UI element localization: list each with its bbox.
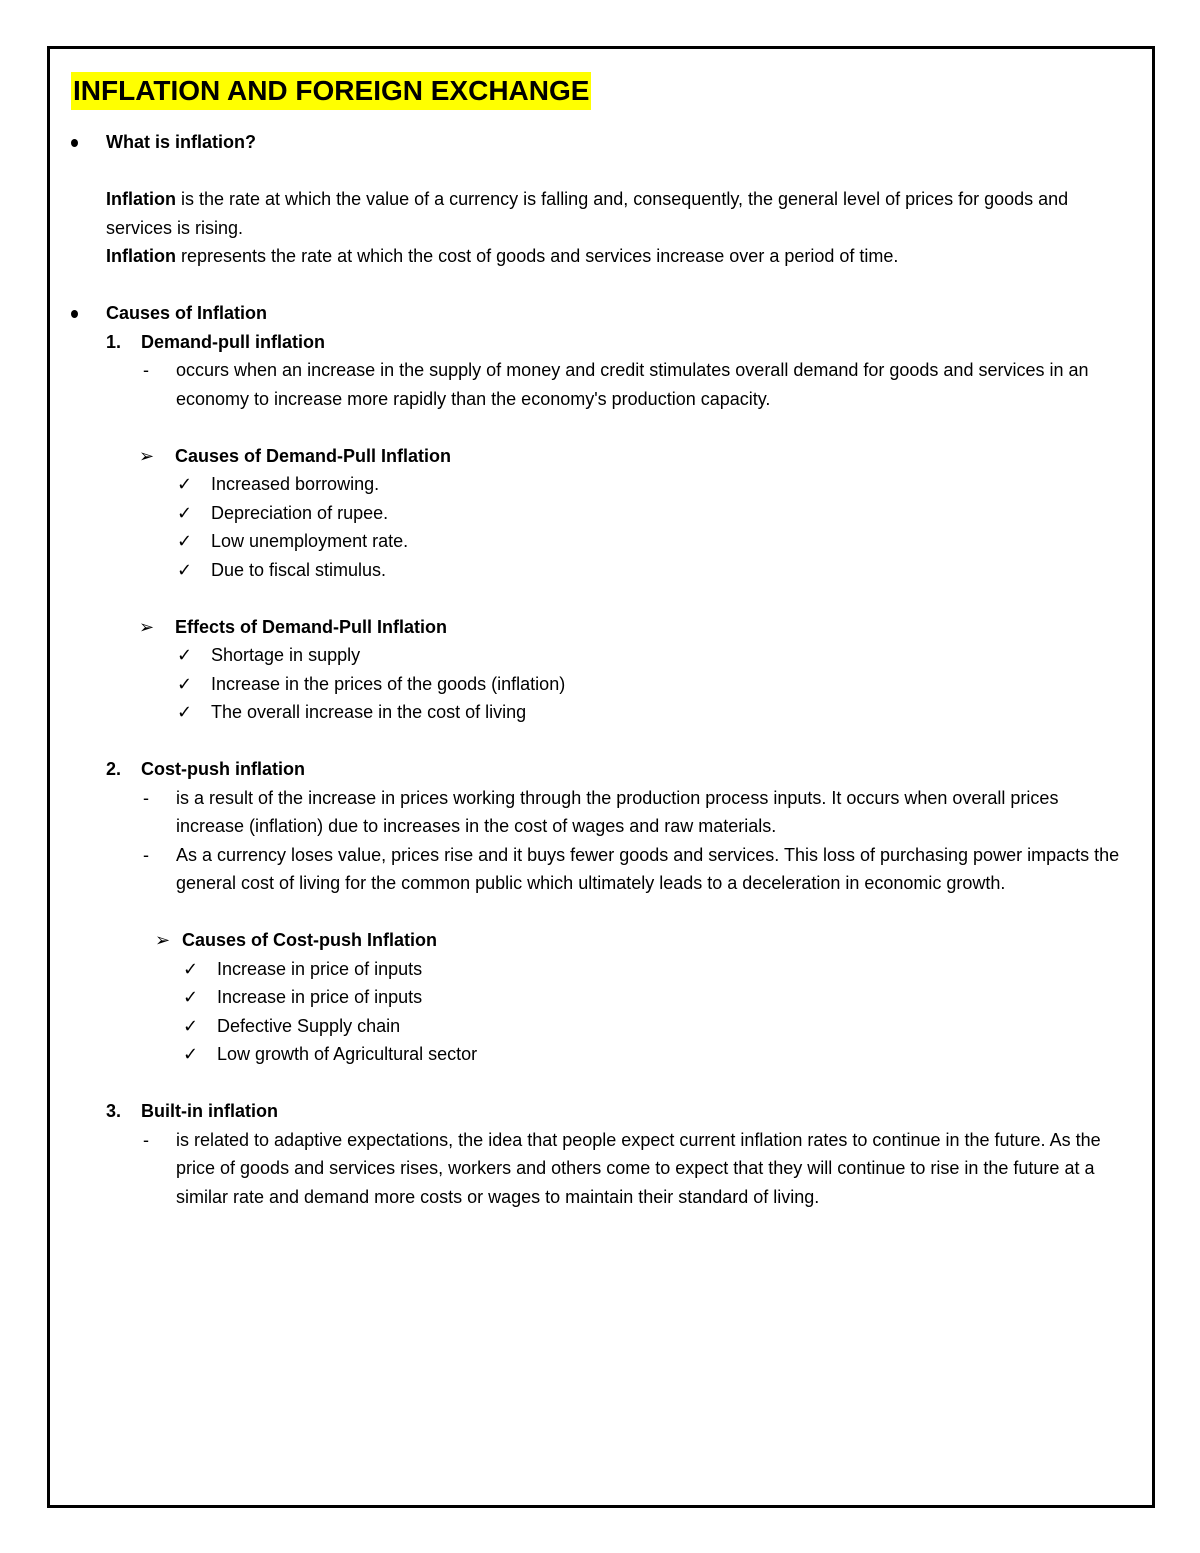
list-item: ✓ Due to fiscal stimulus. (71, 556, 1131, 585)
built-in-description: - is related to adaptive expectations, the idea that people expect current inflation rates to continue in the future. As the price of goods and services rises, workers and others come to expect that they will continue to rise in the future at a similar rate and demand more costs or wages to maintain their standard of living. (71, 1126, 1131, 1212)
bullet-icon (71, 139, 78, 147)
list-item: ✓ Shortage in supply (71, 641, 1131, 670)
question-what-is-inflation: What is inflation? (71, 128, 1131, 157)
list-item: ✓ Increase in price of inputs (71, 955, 1131, 984)
cost-push-description-2: - As a currency loses value, prices rise and it buys fewer goods and services. This loss of purchasing power impacts the general cost of living for the common public which ultimately leads to a deceleration in economic growth. (71, 841, 1131, 898)
demand-pull-causes-heading: ➢ Causes of Demand-Pull Inflation (71, 442, 1131, 471)
list-item: ✓ The overall increase in the cost of living (71, 698, 1131, 727)
arrow-icon: ➢ (155, 930, 171, 950)
check-icon: ✓ (183, 987, 199, 1007)
definition-1: Inflation is the rate at which the value of a currency is falling and, consequently, the general level of prices for goods and services is rising. (106, 189, 1069, 238)
check-icon: ✓ (177, 702, 193, 722)
list-item: ✓ Increase in the prices of the goods (inflation) (71, 670, 1131, 699)
section-built-in: 3. Built-in inflation (106, 1101, 278, 1121)
list-item: ✓ Defective Supply chain (71, 1012, 1131, 1041)
cost-push-description-1: - is a result of the increase in prices working through the production process inputs. It occurs when overall prices increase (inflation) due to increases in the cost of wages and raw materials. (71, 784, 1131, 841)
arrow-icon: ➢ (139, 445, 155, 466)
check-icon: ✓ (177, 559, 193, 580)
check-icon: ✓ (183, 1044, 199, 1064)
list-item: ✓ Low growth of Agricultural sector (71, 1040, 1131, 1069)
list-item: ✓ Depreciation of rupee. (71, 499, 1131, 528)
check-icon: ✓ (177, 645, 193, 665)
list-item: ✓ Low unemployment rate. (71, 527, 1131, 556)
causes-heading: Causes of Inflation (71, 299, 1131, 328)
check-icon: ✓ (177, 502, 193, 523)
demand-pull-effects-heading: ➢ Effects of Demand-Pull Inflation (71, 613, 1131, 642)
check-icon: ✓ (183, 1015, 199, 1036)
check-icon: ✓ (183, 958, 199, 979)
check-icon: ✓ (177, 474, 193, 494)
dash-icon: - (143, 844, 149, 865)
arrow-icon: ➢ (139, 616, 155, 637)
document-body (71, 72, 1131, 1211)
dash-icon: - (143, 1129, 149, 1150)
document-title: INFLATION AND FOREIGN EXCHANGE (71, 72, 591, 110)
dash-icon: - (143, 787, 149, 808)
bullet-icon (71, 310, 78, 318)
dash-icon: - (143, 360, 149, 380)
cost-push-causes-heading: ➢ Causes of Cost-push Inflation (71, 926, 1131, 955)
list-item: ✓ Increase in price of inputs (71, 983, 1131, 1012)
section-cost-push: 2. Cost-push inflation (106, 759, 305, 779)
check-icon: ✓ (177, 673, 193, 694)
definition-2: Inflation represents the rate at which the cost of goods and services increase over a period of time. (106, 246, 899, 266)
section-demand-pull: 1. Demand-pull inflation (106, 331, 325, 352)
check-icon: ✓ (177, 531, 193, 551)
demand-pull-description: - occurs when an increase in the supply of money and credit stimulates overall demand for goods and services in an economy to increase more rapidly than the economy's production capacity. (71, 356, 1131, 413)
list-item: ✓ Increased borrowing. (71, 470, 1131, 499)
